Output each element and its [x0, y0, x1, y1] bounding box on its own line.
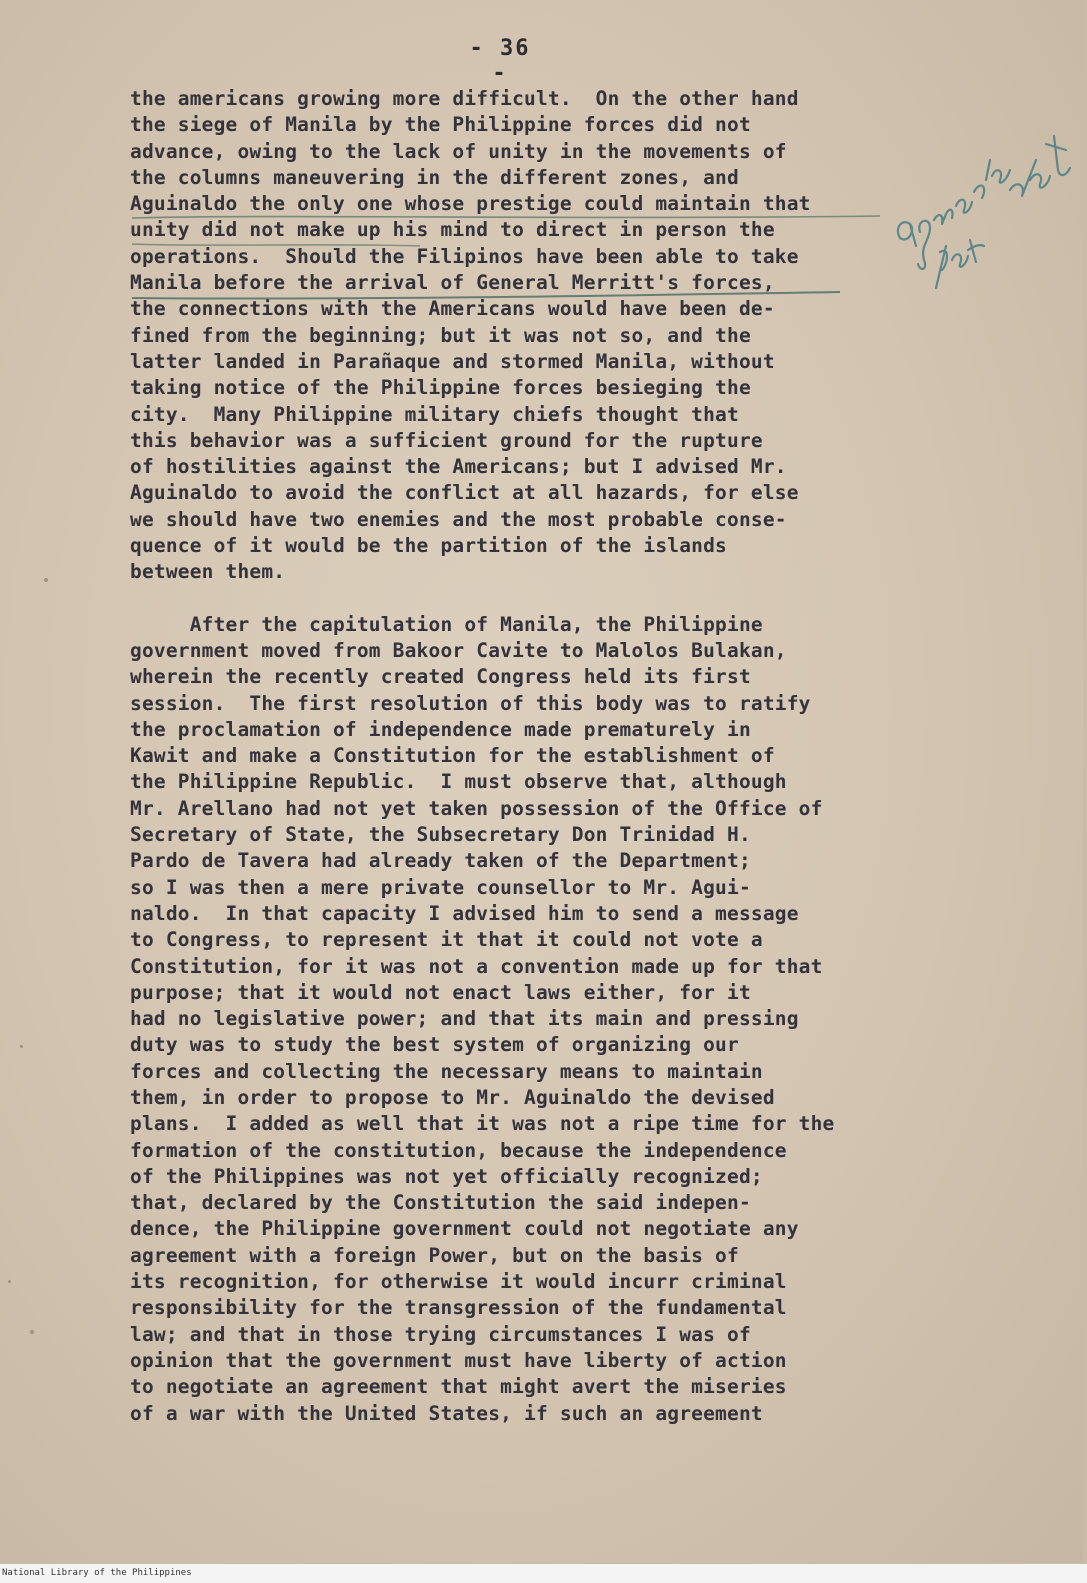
- text-line: we should have two enemies and the most probable conse-: [130, 507, 787, 531]
- text-line: responsibility for the transgression of the fundamental: [130, 1296, 787, 1320]
- text-line: Secretary of State, the Subsecretary Don Trinidad H.: [130, 823, 751, 847]
- text-line: to negotiate an agreement that might avert the miseries: [130, 1375, 787, 1399]
- text-line: Pardo de Tavera had already taken of the Department;: [130, 849, 751, 873]
- text-line: Constitution, for it was not a convention made up for that: [130, 954, 823, 978]
- text-line: Manila before the arrival of General Merritt's forces,: [130, 271, 775, 295]
- typed-text-body: [130, 86, 920, 1427]
- text-line: this behavior was a sufficient ground for the rupture: [130, 428, 763, 452]
- text-line: advance, owing to the lack of unity in the movements of: [130, 139, 787, 163]
- text-line: of a war with the United States, if such an agreement: [130, 1401, 763, 1425]
- text-line: the siege of Manila by the Philippine forces did not: [130, 113, 751, 137]
- text-line: so I was then a mere private counsellor to Mr. Agui-: [130, 875, 751, 899]
- text-line: the proclamation of independence made prematurely in: [130, 717, 751, 741]
- text-line: of hostilities against the Americans; but I advised Mr.: [130, 455, 787, 479]
- text-line: duty was to study the best system of organizing our: [130, 1033, 739, 1057]
- text-line: law; and that in those trying circumstances I was of: [130, 1322, 751, 1346]
- handwritten-margin-note: [890, 120, 1080, 300]
- text-line: latter landed in Parañaque and stormed Manila, without: [130, 349, 775, 373]
- page-number: - 36 -: [469, 36, 531, 86]
- paper-speck: [20, 1045, 23, 1048]
- paragraph-gap: [130, 586, 920, 612]
- text-line: Mr. Arellano had not yet taken possession of the Office of: [130, 796, 823, 820]
- paper-speck: [30, 1330, 34, 1334]
- text-line: Kawit and make a Constitution for the establishment of: [130, 744, 775, 768]
- text-line: unity did not make up his mind to direct in person the: [130, 218, 775, 242]
- text-line: agreement with a foreign Power, but on the basis of: [130, 1243, 739, 1267]
- text-line: between them.: [130, 560, 286, 584]
- text-line: operations. Should the Filipinos have been able to take: [130, 244, 799, 268]
- text-line: fined from the beginning; but it was not so, and the: [130, 323, 751, 347]
- text-line: After the capitulation of Manila, the Philippine: [130, 612, 763, 636]
- text-line: quence of it would be the partition of the islands: [130, 534, 727, 558]
- text-line: wherein the recently created Congress held its first: [130, 665, 751, 689]
- text-line: purpose; that it would not enact laws either, for it: [130, 980, 751, 1004]
- text-line: taking notice of the Philippine forces besieging the: [130, 376, 751, 400]
- text-line: to Congress, to represent it that it could not vote a: [130, 928, 763, 952]
- paper-speck: [8, 1280, 11, 1283]
- text-line: the americans growing more difficult. On the other hand: [130, 87, 799, 110]
- text-line: had no legislative power; and that its main and pressing: [130, 1007, 799, 1031]
- footer-credit: National Library of the Philippines: [0, 1564, 1087, 1583]
- text-line: the connections with the Americans would have been de-: [130, 297, 775, 321]
- text-line: that, declared by the Constitution the said indepen-: [130, 1191, 751, 1215]
- text-line: city. Many Philippine military chiefs thought that: [130, 402, 739, 426]
- text-line: the Philippine Republic. I must observe that, although: [130, 770, 787, 794]
- text-line: Aguinaldo to avoid the conflict at all hazards, for else: [130, 481, 799, 505]
- text-line: formation of the constitution, because the independence: [130, 1138, 787, 1162]
- text-line: opinion that the government must have liberty of action: [130, 1348, 787, 1372]
- text-line: Aguinaldo the only one whose prestige could maintain that: [130, 192, 811, 216]
- text-line: session. The first resolution of this body was to ratify: [130, 691, 811, 715]
- text-line: of the Philippines was not yet officially recognized;: [130, 1164, 763, 1188]
- text-line: them, in order to propose to Mr. Aguinaldo the devised: [130, 1085, 775, 1109]
- text-line: the columns maneuvering in the different zones, and: [130, 165, 739, 189]
- text-line: forces and collecting the necessary means to maintain: [130, 1059, 763, 1083]
- text-line: its recognition, for otherwise it would incurr criminal: [130, 1270, 787, 1294]
- text-line: dence, the Philippine government could not negotiate any: [130, 1217, 799, 1241]
- text-line: naldo. In that capacity I advised him to send a message: [130, 901, 799, 925]
- text-line: government moved from Bakoor Cavite to Malolos Bulakan,: [130, 638, 787, 662]
- text-line: plans. I added as well that it was not a ripe time for the: [130, 1112, 835, 1136]
- paper-speck: [44, 578, 48, 582]
